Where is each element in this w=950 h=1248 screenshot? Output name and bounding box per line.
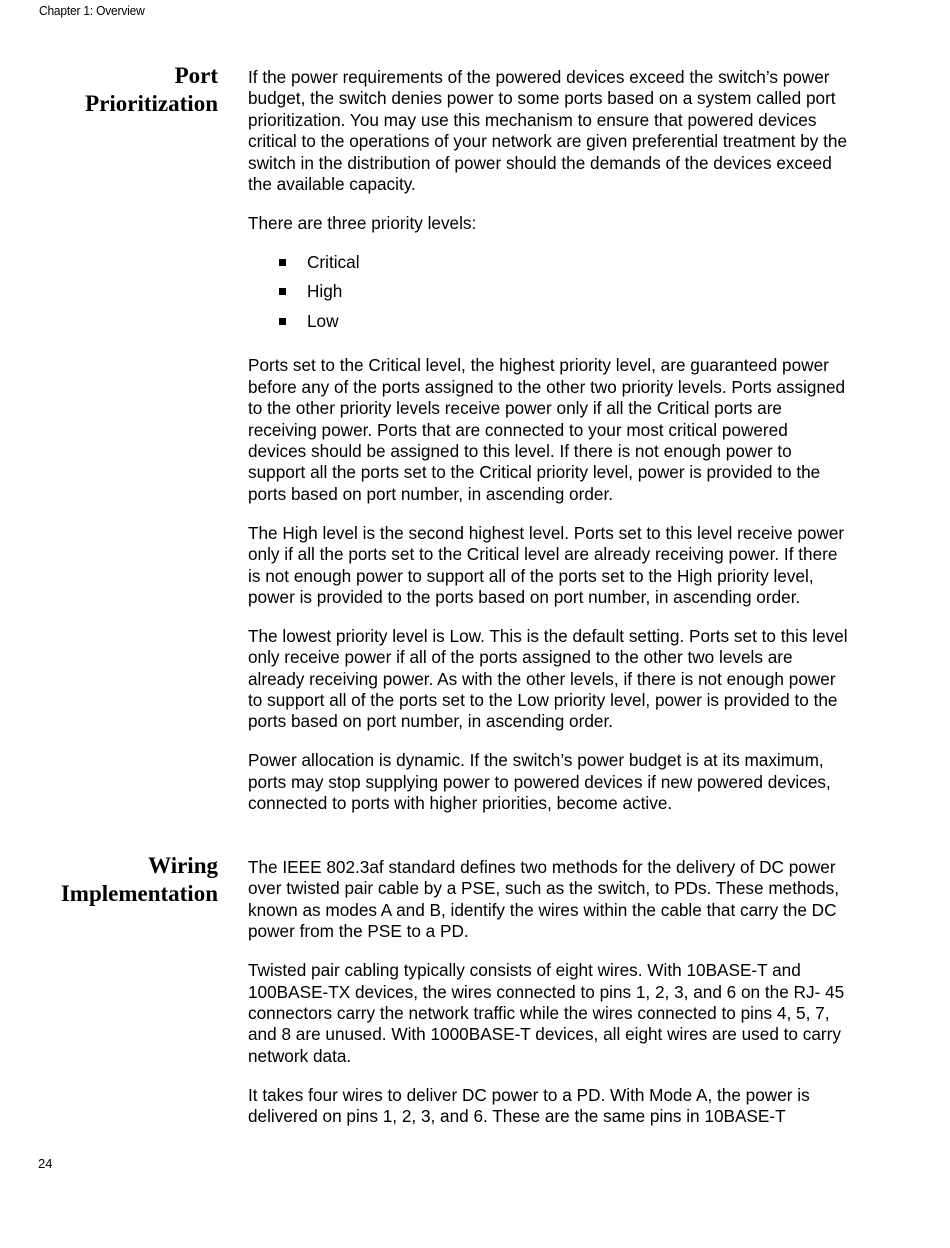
heading-line: Wiring — [148, 853, 218, 878]
running-header: Chapter 1: Overview — [39, 3, 145, 18]
paragraph: The lowest priority level is Low. This is the default setting. Ports set to this level only receive power if all of the ports assigned to the other two levels are already receiving power. As with the other levels, if there is not enough power to support all of the ports set to the Low priority level, power is provided to the ports based on port number, in ascending order. — [248, 625, 848, 732]
paragraph: The High level is the second highest level. Ports set to this level receive power only if all the ports set to the Critical level are already receiving power. If there is not enough power to support all of the ports set to the High priority level, power is provided to the ports based on port number, in ascending order. — [248, 522, 845, 607]
list-item — [248, 281, 848, 311]
paragraph: There are three priority levels: — [248, 212, 477, 233]
heading-line: Implementation — [60, 881, 218, 906]
paragraph: Ports set to the Critical level, the highest priority level, are guaranteed power before any of the ports assigned to the other two priority levels. Ports assigned to the other priority levels receive power only if all the Critical ports are receiving power. Ports that are connected to your most critical powered devices should be assigned to this level. If there is not enough power to support all the ports set to the Critical priority level, power is provided to the ports based on port number, in ascending order. — [248, 355, 846, 504]
paragraph: The IEEE 802.3af standard defines two methods for the delivery of DC power over twisted pair cable by a PSE, such as the switch, to PDs. These methods, known as modes A and B, identify the wires within the cable that carry the DC power from the PSE to a PD. — [248, 857, 840, 942]
heading-line: Port — [174, 63, 218, 88]
paragraph: It takes four wires to deliver DC power to a PD. With Mode A, the power is delivered on pins 1, 2, 3, and 6. These are the same pins in 10BASE-T — [248, 1084, 810, 1127]
heading-line: Prioritization — [85, 91, 218, 116]
priority-level-list — [248, 252, 848, 341]
list-item-label: High — [307, 281, 343, 302]
paragraph: If the power requirements of the powered devices exceed the switch’s power budget, the switch denies power to some ports based on a system called port prioritization. You may use this mechanism to ensure that powered devices critical to the operations of your network are given preferential treatment by the switch in the distribution of power should the demands of the devices exceed the available capacity. — [248, 67, 848, 195]
square-bullet-icon — [279, 259, 286, 266]
square-bullet-icon — [279, 288, 286, 295]
square-bullet-icon — [279, 318, 286, 325]
list-item — [248, 252, 848, 282]
section-body — [248, 67, 848, 832]
section-heading — [20, 852, 218, 908]
page-number: 24 — [38, 1156, 53, 1171]
list-item — [248, 311, 848, 341]
section-heading — [20, 62, 218, 118]
paragraph: Power allocation is dynamic. If the switch’s power budget is at its maximum, ports may stop supplying power to powered devices if new powered devices, connected to ports with higher priorities, become active. — [248, 750, 831, 814]
section-body — [248, 857, 848, 1145]
paragraph: Twisted pair cabling typically consists of eight wires. With 10BASE-T and 100BASE-TX devices, the wires connected to pins 1, 2, 3, and 6 on the RJ- 45 connectors carry the network traffic while the wires connected to pins 4, 5, 7, and 8 are unused. With 1000BASE-T devices, all eight wires are used to carry network data. — [248, 960, 845, 1066]
list-item-label: Low — [307, 310, 339, 331]
list-item-label: Critical — [307, 251, 360, 272]
